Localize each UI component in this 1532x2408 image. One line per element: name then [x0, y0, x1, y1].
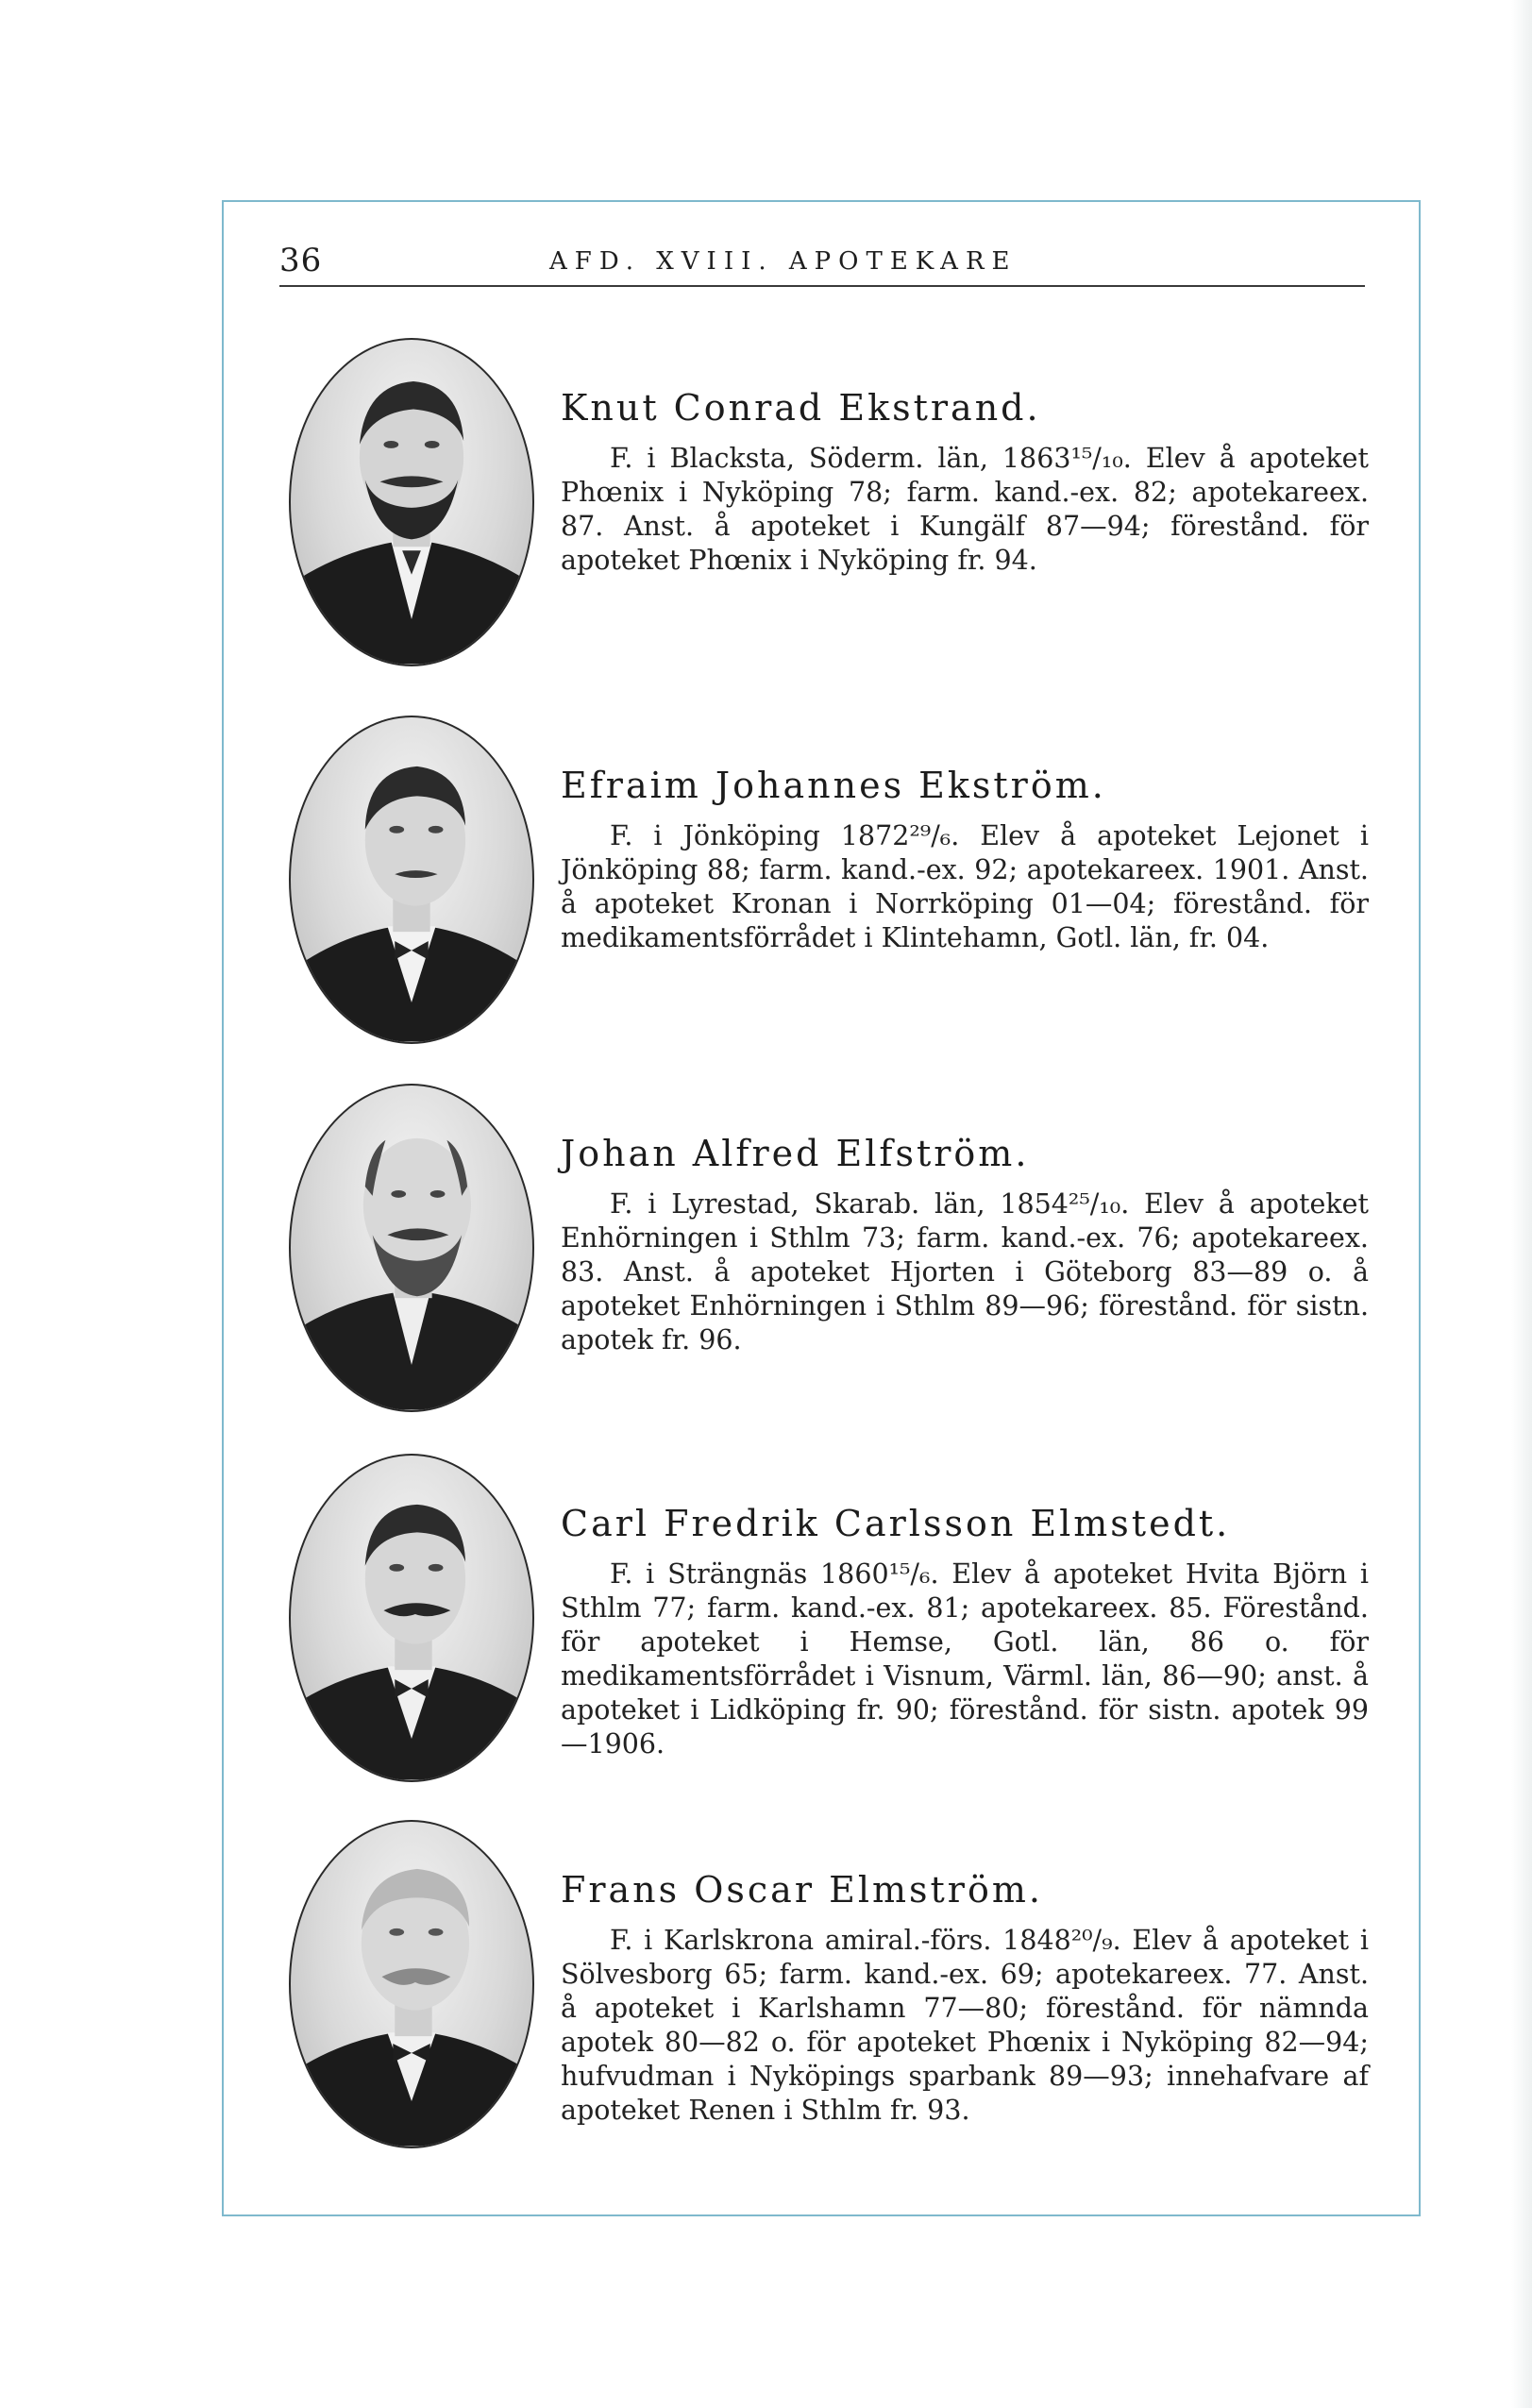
page-number: 36 [279, 242, 323, 279]
section-title: AFD. XVIII. APOTEKARE [549, 247, 1018, 276]
portrait-illustration [291, 1822, 532, 2147]
bio-block [561, 387, 1369, 578]
running-head [279, 242, 1365, 287]
portrait-photo [289, 716, 534, 1044]
bio-block [561, 1869, 1369, 2128]
portrait-photo [289, 1454, 534, 1782]
biography-entry [283, 338, 1369, 678]
scan-edge [1511, 0, 1532, 2408]
portrait-illustration [291, 717, 532, 1042]
bio-text: F. i Jönköping 1872²⁹/₆. Elev å apoteket Lejonet i Jönköping 88; farm. kand.-ex. 92; apotekareex. 1901. Anst. å apoteket Kronan i Norrköping 01—04; förestånd. för medikamentsförrådet i Klintehamn, Gotl. län, fr. 04. [561, 820, 1369, 953]
biography-entry [283, 1084, 1369, 1423]
portrait-photo [289, 1084, 534, 1412]
bio-block [561, 1503, 1369, 1761]
person-name: Frans Oscar Elmström. [561, 1869, 1043, 1911]
bio-block [561, 1133, 1369, 1357]
bio-text: F. i Karlskrona amiral.-förs. 1848²⁰/₉. Elev å apoteket i Sölvesborg 65; farm. kand.-ex. 69; apotekareex. 77. Anst. å apoteket i Karlshamn 77—80; förestånd. för nämnda apotek 80—82 o. för apoteket Phœnix i Nyköping 82—94; hufvudman i Nyköpings sparbank 89—93; innehafvare af apoteket Renen i Sthlm fr. 93. [561, 1925, 1369, 2126]
portrait-illustration [291, 340, 532, 665]
biography-entry [283, 1454, 1369, 1793]
portrait-photo [289, 1820, 534, 2148]
bio-text: F. i Blacksta, Söderm. län, 1863¹⁵/₁₀. Elev å apoteket Phœnix i Nyköping 78; farm. kand.-ex. 82; apotekareex. 87. Anst. å apoteket i Kungälf 87—94; förestånd. för apoteket Phœnix i Nyköping fr. 94. [561, 443, 1369, 576]
person-name: Efraim Johannes Ekström. [561, 765, 1106, 806]
bio-text: F. i Strängnäs 1860¹⁵/₆. Elev å apoteket Hvita Björn i Sthlm 77; farm. kand.-ex. 81; apotekareex. 85. Förestånd. för apoteket i Hemse, Gotl. län, 86 o. för medikamentsförrådet i Visnum, Värml. län, 86—90; anst. å apoteket i Lidköping fr. 90; förestånd. för sistn. apotek 99—1906. [561, 1558, 1369, 1760]
person-name: Johan Alfred Elfström. [561, 1133, 1030, 1174]
portrait-illustration [291, 1456, 532, 1780]
biography-entry [283, 1820, 1369, 2160]
portrait-illustration [291, 1086, 532, 1410]
person-name: Carl Fredrik Carlsson Elmstedt. [561, 1503, 1231, 1544]
portrait-photo [289, 338, 534, 666]
bio-block [561, 765, 1369, 955]
bio-text: F. i Lyrestad, Skarab. län, 1854²⁵/₁₀. Elev å apoteket Enhörningen i Sthlm 73; farm. kand.-ex. 76; apotekareex. 83. Anst. å apoteket Hjorten i Göteborg 83—89 o. å apoteket Enhörningen i Sthlm 89—96; förestånd. för sistn. apotek fr. 96. [561, 1188, 1369, 1356]
biography-entry [283, 716, 1369, 1055]
person-name: Knut Conrad Ekstrand. [561, 387, 1041, 429]
